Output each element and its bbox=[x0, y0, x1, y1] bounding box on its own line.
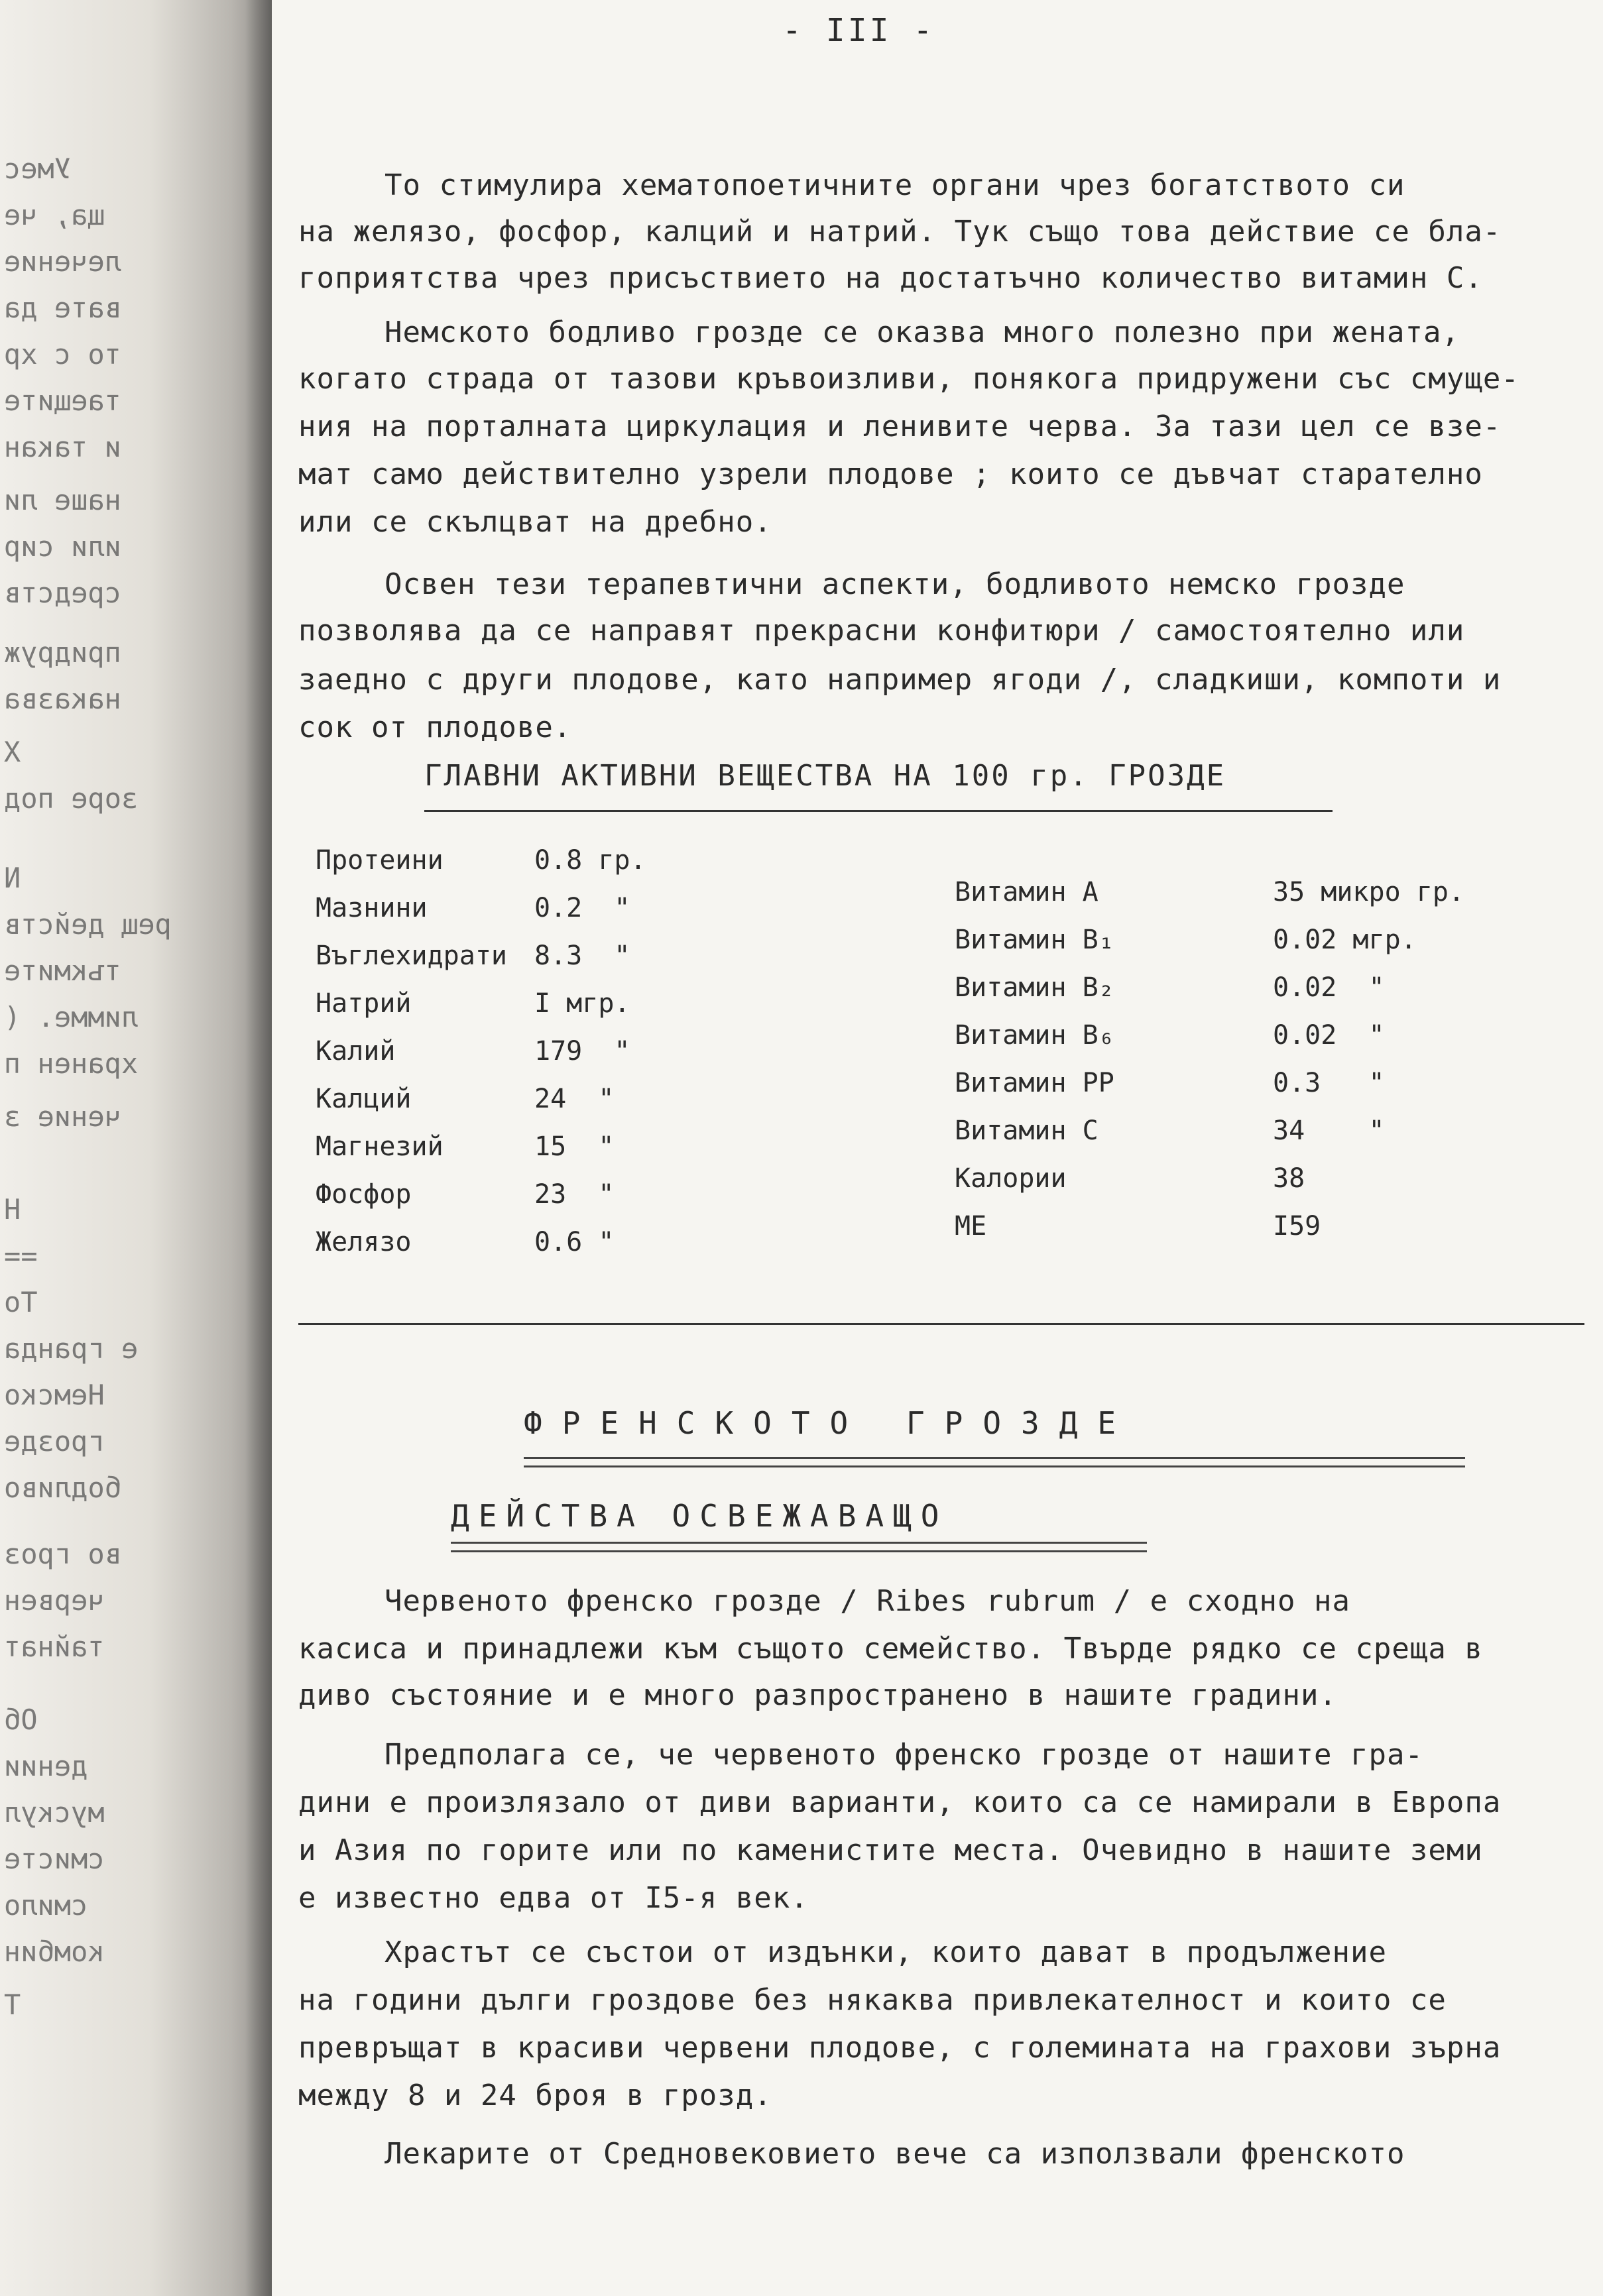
table-title: ГЛАВНИ АКТИВНИ ВЕЩЕСТВА НА 100 гр. ГРОЗДЕ bbox=[424, 759, 1226, 793]
nutrient-name: Протеини bbox=[316, 845, 444, 876]
paragraph-5-line: е известно едва от I5-я век. bbox=[298, 1881, 809, 1915]
nutrient-name: Витамин C bbox=[955, 1116, 1098, 1146]
left-page-edge bbox=[0, 0, 272, 2296]
nutrient-row bbox=[316, 1123, 727, 1171]
nutrient-row bbox=[955, 1155, 1591, 1202]
left-page-fragment: таещите bbox=[4, 384, 122, 417]
paragraph-4-line: Червеното френско грозде / Ribes rubrum / е сходно на bbox=[385, 1584, 1350, 1618]
left-page-fragment: придруж bbox=[4, 636, 122, 669]
nutrient-row bbox=[316, 1027, 727, 1075]
paragraph-1-line: на желязо, фосфор, калций и натрий. Тук също това действие се бла- bbox=[298, 215, 1502, 249]
left-page-fragment: Немско bbox=[4, 1379, 105, 1411]
table-title-underline bbox=[424, 810, 1333, 812]
nutrient-value: 38 bbox=[1273, 1163, 1305, 1194]
paragraph-6-line: Храстът се състои от издънки, които дават в продължение bbox=[385, 1935, 1387, 1969]
nutrient-value: 0.3 " bbox=[1273, 1068, 1385, 1098]
left-page-fragment: бодливо bbox=[4, 1471, 122, 1504]
nutrient-value: 24 " bbox=[534, 1084, 615, 1114]
left-page-fragment: зоре под bbox=[4, 782, 139, 815]
nutrient-value: 0.02 мгр. bbox=[1273, 925, 1417, 955]
nutrient-name: Желязо bbox=[316, 1227, 412, 1257]
nutrient-row bbox=[316, 1171, 727, 1218]
left-page-fragment: червен bbox=[4, 1584, 105, 1617]
paragraph-6-line: между 8 и 24 броя в грозд. bbox=[298, 2079, 772, 2112]
paragraph-1-line: гоприятства чрез присъствието на достатъчно количество витамин С. bbox=[298, 261, 1483, 295]
left-page-fragment: чение з bbox=[4, 1100, 122, 1133]
paragraph-3-line: Освен тези терапевтични аспекти, бодливото немско грозде bbox=[385, 567, 1405, 601]
nutrient-value: 35 микро гр. bbox=[1273, 877, 1464, 907]
nutrient-value: 34 " bbox=[1273, 1116, 1385, 1146]
nutrient-row bbox=[316, 980, 727, 1027]
left-page-fragment: мускул bbox=[4, 1796, 105, 1829]
nutrient-name: Мазнини bbox=[316, 893, 428, 923]
paragraph-2-line: ния на порталната циркулация и ленивите черва. За тази цел се взе- bbox=[298, 410, 1502, 443]
left-page-fragment: Н bbox=[4, 1193, 21, 1226]
paragraph-2-line: Немското бодливо грозде се оказва много полезно при жената, bbox=[385, 316, 1460, 349]
paragraph-5-line: и Азия по горите или по каменистите места. Очевидно в нашите земи bbox=[298, 1833, 1483, 1867]
nutrient-row bbox=[955, 1107, 1591, 1155]
paragraph-2-line: когато страда от тазови кръвоизливи, понякога придружени със смуще- bbox=[298, 362, 1519, 396]
left-page-fragment: Х bbox=[4, 736, 21, 768]
paragraph-6-line: превръщат в красиви червени плодове, с големината на грахови зърна bbox=[298, 2031, 1502, 2065]
left-page-fragment: смило bbox=[4, 1889, 88, 1922]
left-page-fragment: Умес bbox=[4, 152, 72, 185]
left-page-fragment: то с хр bbox=[4, 338, 122, 371]
left-page-fragment: == bbox=[4, 1239, 38, 1272]
paragraph-3-line: позволява да се направят прекрасни конфитюри / самостоятелно или bbox=[298, 614, 1465, 648]
left-page-fragment: средств bbox=[4, 577, 122, 609]
nutrient-value: 15 " bbox=[534, 1131, 615, 1162]
nutrient-value: 0.6 " bbox=[534, 1227, 615, 1257]
left-page-fragment: рещ действ bbox=[4, 908, 172, 941]
section-title: ФРЕНСКОТО ГРОЗДЕ bbox=[524, 1405, 1136, 1441]
nutrients-right-table bbox=[955, 868, 1591, 1250]
left-page-fragment: наше ли bbox=[4, 484, 122, 516]
nutrient-value: 8.3 " bbox=[534, 941, 630, 971]
left-page-fragment: хранен п bbox=[4, 1047, 139, 1080]
left-page-fragment: наказва bbox=[4, 683, 122, 715]
nutrient-row bbox=[316, 1218, 727, 1266]
left-page-fragment: Т bbox=[4, 1988, 21, 2021]
nutrient-row bbox=[955, 916, 1591, 964]
left-page-fragment: ща, че bbox=[4, 199, 105, 231]
left-page-fragment: лимме. ( bbox=[4, 1001, 139, 1033]
section-subtitle: ДЕЙСТВА ОСВЕЖАВАЩО bbox=[451, 1498, 949, 1534]
paragraph-2-line: мат само действително узрели плодове ; които се дъвчат старателно bbox=[298, 457, 1483, 491]
nutrient-row bbox=[955, 1011, 1591, 1059]
section-subtitle-double-underline bbox=[451, 1542, 1147, 1552]
left-page-fragment: вате да bbox=[4, 292, 122, 324]
page-binding-shadow bbox=[245, 0, 272, 2296]
paragraph-7-line: Лекарите от Средновековието вече са използвали френското bbox=[385, 2137, 1405, 2171]
section-title-double-underline bbox=[524, 1457, 1465, 1467]
nutrient-value: I59 bbox=[1273, 1211, 1321, 1241]
nutrient-name: Калций bbox=[316, 1084, 412, 1114]
paragraph-4-line: касиса и принадлежи към същото семейство. Твърде рядко се среща в bbox=[298, 1632, 1483, 1666]
paragraph-2-line: или се скълцват на дребно. bbox=[298, 505, 772, 539]
nutrient-value: 23 " bbox=[534, 1179, 615, 1210]
nutrient-name: МЕ bbox=[955, 1211, 987, 1241]
nutrient-row bbox=[316, 836, 727, 884]
paragraph-3-line: заедно с други плодове, като например ягоди /, сладкиши, компоти и bbox=[298, 663, 1502, 697]
paragraph-1-line: То стимулира хематопоетичните органи чрез богатството си bbox=[385, 168, 1405, 202]
nutrient-name: Фосфор bbox=[316, 1179, 412, 1210]
nutrient-row bbox=[316, 1075, 727, 1123]
table-bottom-rule bbox=[298, 1323, 1584, 1325]
left-page-fragment: грозде bbox=[4, 1425, 105, 1458]
nutrient-value: 0.02 " bbox=[1273, 1020, 1385, 1051]
nutrient-row bbox=[955, 1059, 1591, 1107]
nutrient-name: Калий bbox=[316, 1036, 396, 1066]
left-page-fragment: То bbox=[4, 1286, 38, 1318]
nutrient-name: Натрий bbox=[316, 988, 412, 1019]
nutrient-row bbox=[316, 932, 727, 980]
paragraph-3-line: сок от плодове. bbox=[298, 711, 572, 744]
left-page-fragment: Об bbox=[4, 1703, 38, 1736]
nutrient-name: Въглехидрати bbox=[316, 941, 507, 971]
left-page-fragment: во гроз bbox=[4, 1538, 122, 1570]
left-page-fragment: или сир bbox=[4, 530, 122, 563]
page-number: - III - bbox=[782, 12, 935, 49]
left-page-fragment: тайнат bbox=[4, 1631, 105, 1663]
nutrient-row bbox=[955, 964, 1591, 1011]
nutrient-name: Витамин B₂ bbox=[955, 972, 1114, 1003]
left-page-fragment: е гранда bbox=[4, 1332, 139, 1365]
nutrient-row bbox=[955, 1202, 1591, 1250]
left-page-fragment: N bbox=[4, 862, 21, 894]
nutrient-value: 0.2 " bbox=[534, 893, 630, 923]
nutrient-row bbox=[316, 884, 727, 932]
nutrient-row bbox=[955, 868, 1591, 916]
nutrient-value: 0.02 " bbox=[1273, 972, 1385, 1003]
left-page-fragment: лечение bbox=[4, 245, 122, 278]
left-page-fragment: комбин bbox=[4, 1935, 105, 1968]
left-page-fragment: дении bbox=[4, 1750, 88, 1782]
nutrient-name: Витамин B₁ bbox=[955, 925, 1114, 955]
paragraph-5-line: Предполага се, че червеното френско грозде от нашите гра- bbox=[385, 1738, 1423, 1772]
nutrient-name: Витамин A bbox=[955, 877, 1098, 907]
document-page bbox=[272, 0, 1603, 2296]
nutrient-name: Магнезий bbox=[316, 1131, 444, 1162]
nutrient-value: 0.8 гр. bbox=[534, 845, 646, 876]
paragraph-6-line: на години дълги гроздове без някаква привлекателност и които се bbox=[298, 1983, 1447, 2017]
nutrient-name: Витамин PP bbox=[955, 1068, 1114, 1098]
left-page-fragment: и такан bbox=[4, 431, 122, 463]
nutrients-left-table bbox=[316, 836, 727, 1266]
nutrient-name: Витамин B₆ bbox=[955, 1020, 1114, 1051]
nutrient-value: I мгр. bbox=[534, 988, 630, 1019]
paragraph-4-line: диво състояние и е много разпространено в нашите градини. bbox=[298, 1678, 1337, 1712]
left-page-fragment: тъкмите bbox=[4, 954, 122, 987]
nutrient-name: Калории bbox=[955, 1163, 1067, 1194]
left-page-fragment: смисте bbox=[4, 1843, 105, 1875]
paragraph-5-line: дини е произлязало от диви варианти, които са се намирали в Европа bbox=[298, 1786, 1502, 1819]
nutrient-value: 179 " bbox=[534, 1036, 630, 1066]
